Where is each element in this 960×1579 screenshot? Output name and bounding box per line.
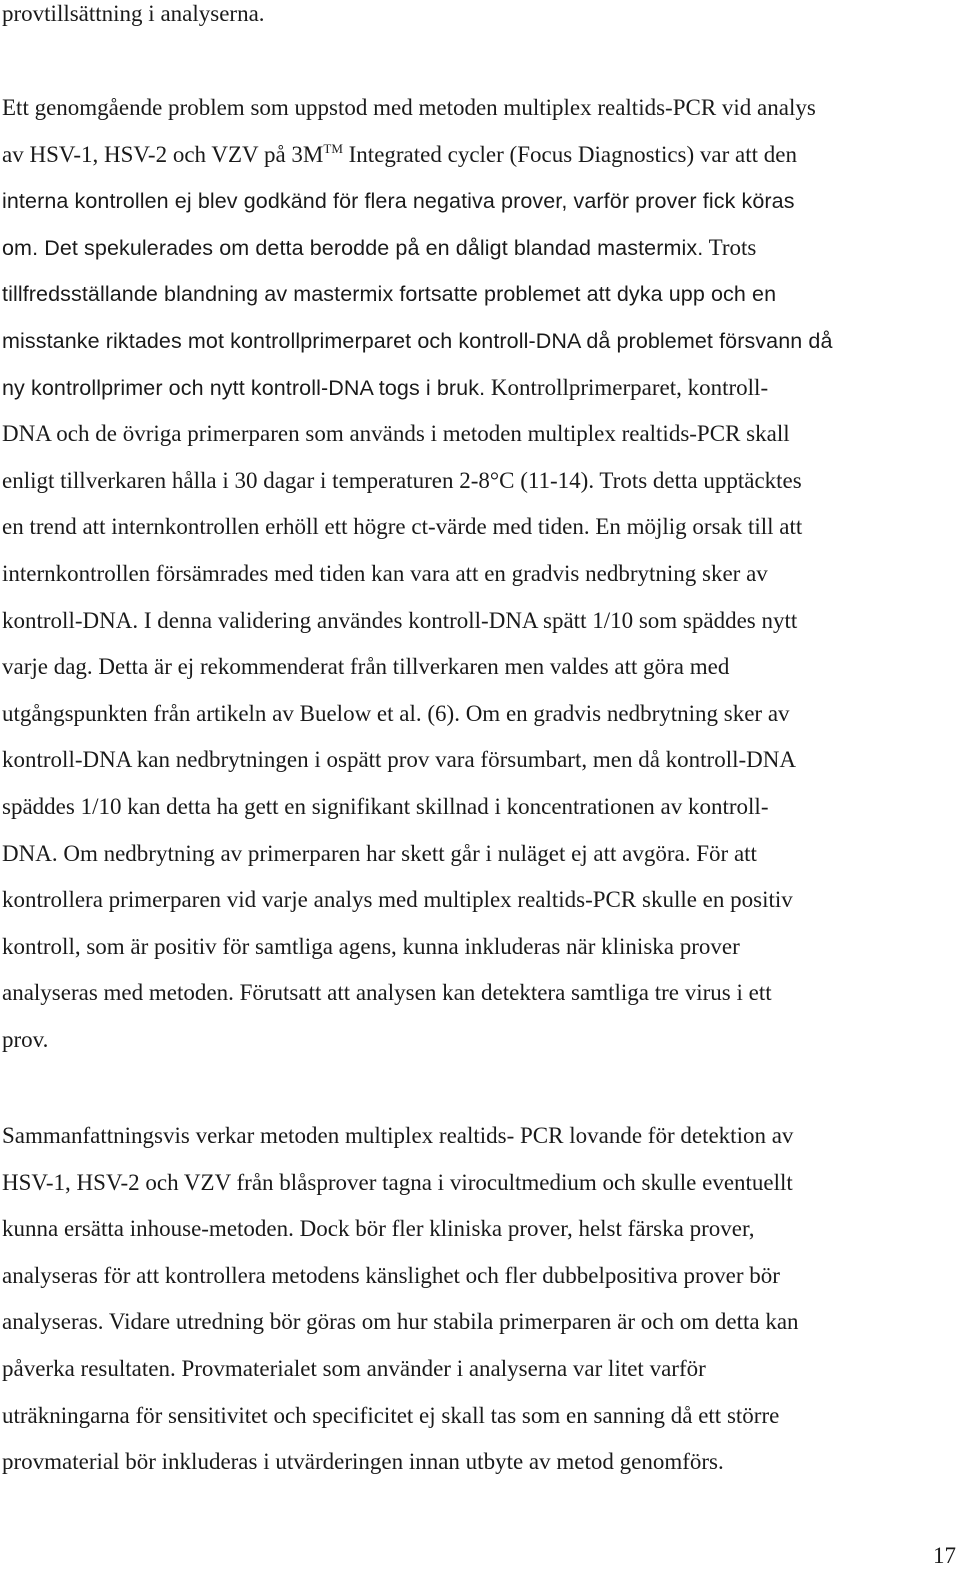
text-line: påverka resultaten. Provmaterialet som använder i analyserna var litet varför — [2, 1355, 706, 1381]
text-line: kunna ersätta inhouse-metoden. Dock bör fler kliniska prover, helst färska prover, — [2, 1216, 755, 1242]
trademark-superscript: TM — [323, 140, 343, 156]
text-line: uträkningarna för sensitivitet och specificitet ej skall tas som en sanning då ett större — [2, 1402, 780, 1428]
text-line: enligt tillverkaren hålla i 30 dagar i temperaturen 2-8°C (11-14). Trots detta upptäcktes — [2, 467, 802, 493]
text-line: internkontrollen försämrades med tiden kan vara att en gradvis nedbrytning sker av — [2, 560, 768, 586]
text-line: varje dag. Detta är ej rekommenderat från tillverkaren men valdes att göra med — [2, 654, 730, 680]
text-line: analyseras för att kontrollera metodens känslighet och fler dubbelpositiva prover bör — [2, 1262, 780, 1288]
text-segment: av HSV-1, HSV-2 och VZV på 3M — [2, 141, 324, 167]
text-line: DNA och de övriga primerparen som används i metoden multiplex realtids-PCR skall — [2, 421, 790, 447]
text-line: HSV-1, HSV-2 och VZV från blåsprover tagna i virocultmedium och skulle eventuellt — [2, 1169, 793, 1195]
text-line: Ett genomgående problem som uppstod med metoden multiplex realtids-PCR vid analys — [2, 95, 816, 120]
text-line: tillfredsställande blandning av mastermix fortsatte problemet att dyka upp och en — [2, 282, 777, 307]
text-line — [2, 365, 958, 412]
text-segment: Kontrollprimerparet, kontroll- — [485, 374, 769, 400]
text-segment: Trots — [703, 234, 757, 260]
text-segment: Integrated cycler (Focus Diagnostics) var att den — [342, 141, 797, 167]
text-line — [2, 225, 958, 272]
text-line: utgångspunkten från artikeln av Buelow et al. (6). Om en gradvis nedbrytning sker av — [2, 700, 790, 726]
text-segment: om. Det spekulerades om detta berodde på en dåligt blandad mastermix. — [2, 235, 704, 260]
text-line: analyseras. Vidare utredning bör göras om hur stabila primerparen är och om detta kan — [2, 1309, 799, 1335]
text-line: Sammanfattningsvis verkar metoden multiplex realtids- PCR lovande för detektion av — [2, 1123, 794, 1148]
text-line: kontroll-DNA. I denna validering användes kontroll-DNA spätt 1/10 som späddes nytt — [2, 607, 798, 633]
text-line: misstanke riktades mot kontrollprimerparet och kontroll-DNA då problemet försvann då — [2, 328, 833, 353]
page-number: 17 — [933, 1543, 956, 1568]
text-line: analyseras med metoden. Förutsatt att analysen kan detektera samtliga tre virus i ett — [2, 980, 772, 1006]
text-line — [2, 132, 958, 179]
text-line: DNA. Om nedbrytning av primerparen har skett går i nuläget ej att avgöra. För att — [2, 840, 757, 866]
text-line: kontrollera primerparen vid varje analys med multiplex realtids-PCR skulle en positiv — [2, 887, 793, 913]
text-line: prov. — [2, 1026, 49, 1052]
body-paragraph-1 — [2, 85, 958, 1063]
text-line: kontroll-DNA kan nedbrytningen i ospätt prov vara försumbart, men då kontroll-DNA — [2, 747, 796, 773]
text-line: en trend att internkontrollen erhöll ett högre ct-värde med tiden. En möjlig orsak till att — [2, 514, 803, 540]
text-line: späddes 1/10 kan detta ha gett en signifikant skillnad i koncentrationen av kontroll- — [2, 793, 769, 819]
continued-text-line: provtillsättning i analyserna. — [2, 1, 265, 26]
text-line: interna kontrollen ej blev godkänd för flera negativa prover, varför prover fick köras — [2, 189, 795, 214]
text-segment: ny kontrollprimer och nytt kontroll-DNA togs i bruk. — [2, 375, 486, 400]
text-line: provmaterial bör inkluderas i utvärderingen innan utbyte av metod genomförs. — [2, 1449, 724, 1475]
text-line: kontroll, som är positiv för samtliga agens, kunna inkluderas när kliniska prover — [2, 933, 740, 959]
body-paragraph-2 — [2, 1113, 958, 1486]
